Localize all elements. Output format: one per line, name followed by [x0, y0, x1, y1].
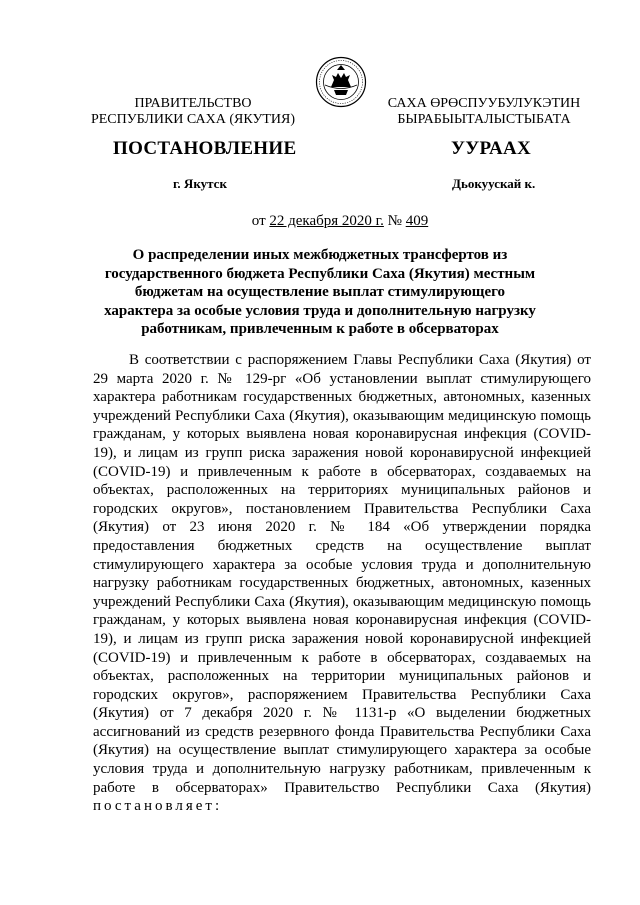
header-right-line2: БЫРАБЫЫТАЛЫСТЫБАТА [397, 112, 571, 127]
doc-type-sah: УУРААХ [451, 138, 532, 159]
header-left [83, 96, 303, 128]
decree-title: О распределении иных межбюджетных трансфертов из государственного бюджета Республики Саха (Якутия) местным бюджетам на осуществление выплат стимулирующего характера за особые условия труда и дополнительную нагрузку работникам, привлеченным к работе в обсерваторах [104, 247, 536, 338]
city-sah: Дьокуускай к. [452, 176, 536, 191]
header-left-line1: ПРАВИТЕЛЬСТВО [134, 96, 252, 111]
coat-of-arms-icon [315, 56, 367, 108]
body-resolves: постановляет: [93, 798, 223, 815]
header-right-line1: САХА ӨРӨСПУУБУЛУКЭТИН [387, 96, 581, 111]
city-ru: г. Якутск [173, 176, 227, 191]
date-prefix: от [251, 213, 266, 229]
decree-number: 409 [405, 213, 429, 229]
decree-date: 22 декабря 2020 г. [269, 213, 384, 229]
header-right [374, 96, 594, 128]
doc-type-ru: ПОСТАНОВЛЕНИЕ [113, 138, 297, 159]
header-left-line2: РЕСПУБЛИКИ САХА (ЯКУТИЯ) [90, 112, 296, 127]
body-text: В соответствии с распоряжением Главы Республики Саха (Якутия) от 29 марта 2020 г. № 129-рг «Об установлении выплат стимулирующего характера работникам государственных бюджетных, автономных, казенных учреждений Республики Саха (Якутия), оказывающим медицинскую помощь гражданам, у которых выявлена новая коронавирусная инфекция (COVID-19), и лицам из групп риска заражения новой коронавирусной инфекцией (COVID-19) и привлеченным к работе в обсерваторах, создаваемых на объектах, расположенных на территориях муниципальных районов и городских округов», постановлением Правительства Республики Саха (Якутия) от 23 июня 2020 г. № 184 «Об утверждении порядка предоставления бюджетных средств на осуществление выплат стимулирующего характера за особые условия труда и дополнительную нагрузку работникам государственных бюджетных, автономных, казенных учреждений Республики Саха (Якутия), оказывающим медицинскую помощь гражданам, у которых выявлена новая коронавирусная инфекция (COVID-19), и лицам из групп риска заражения новой коронавирусной инфекцией (COVID-19) и привлеченным к работе в обсерваторах, создаваемых на объектах, расположенных на территории муниципальных районов и городских округов», распоряжением Правительства Республики Саха (Якутия) от 7 декабря 2020 г. № 1131-р «О выделении бюджетных ассигнований из средств резервного фонда Правительства Республики Саха (Якутия) на осуществление выплат стимулирующего характера за особые условия труда и дополнительную нагрузку работникам, привлеченным к работе в обсерваторах» Правительство Республики Саха (Якутия) [93, 352, 591, 796]
date-line [0, 213, 640, 230]
number-sign: № [387, 213, 402, 229]
body-paragraph [93, 351, 591, 816]
